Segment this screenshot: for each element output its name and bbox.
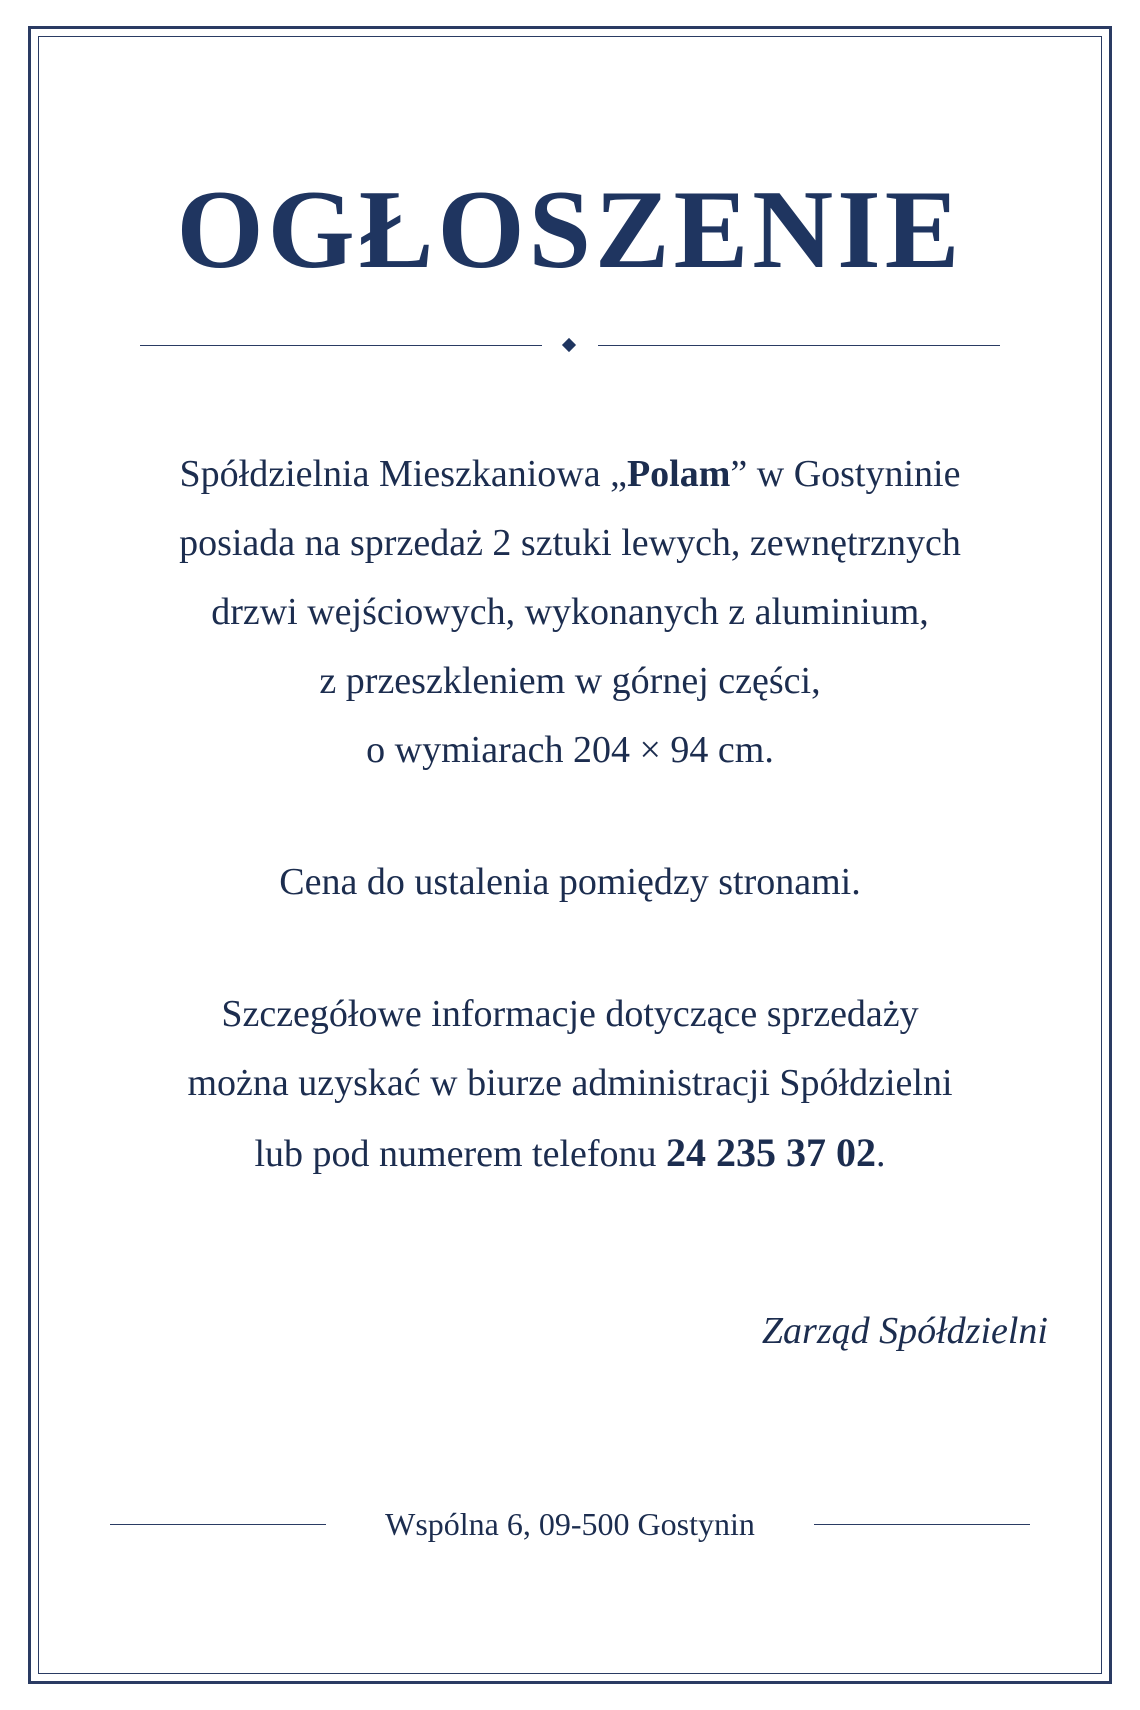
- signature: Zarząd Spółdzielni: [761, 1310, 1048, 1352]
- contact-line-3: lub pod numerem telefonu 24 235 37 02.: [254, 1130, 886, 1175]
- title-divider: [140, 336, 1000, 356]
- phone-number: 24 235 37 02: [666, 1130, 877, 1175]
- sale-description-paragraph: [60, 440, 1080, 785]
- divider-line-left: [140, 345, 542, 346]
- contact-paragraph: [60, 980, 1080, 1189]
- contact-line-1: Szczegółowe informacje dotyczące sprzedaży: [221, 993, 919, 1035]
- description-line-3: drzwi wejściowych, wykonanych z aluminium,: [211, 591, 929, 633]
- footer: [110, 1500, 1030, 1550]
- announcement-title: OGŁOSZENIE: [176, 168, 964, 292]
- diamond-ornament-icon: [562, 338, 576, 352]
- footer-address: Wspólna 6, 09-500 Gostynin: [385, 1506, 755, 1542]
- price-line: Cena do ustalenia pomiędzy stronami.: [279, 861, 861, 903]
- price-paragraph: [60, 848, 1080, 917]
- description-line-2: posiada na sprzedaż 2 sztuki lewych, zewnętrznych: [179, 522, 961, 564]
- description-line-4: z przeszkleniem w górnej części,: [319, 660, 821, 702]
- footer-line-right: [814, 1524, 1030, 1525]
- contact-line-2: można uzyskać w biurze administracji Spółdzielni: [187, 1062, 953, 1104]
- cooperative-name: Polam: [626, 453, 731, 495]
- description-line-5: o wymiarach 204 × 94 cm.: [366, 729, 774, 771]
- divider-line-right: [598, 345, 1000, 346]
- description-line-1: Spółdzielnia Mieszkaniowa „Polam” w Gostyninie: [179, 453, 961, 495]
